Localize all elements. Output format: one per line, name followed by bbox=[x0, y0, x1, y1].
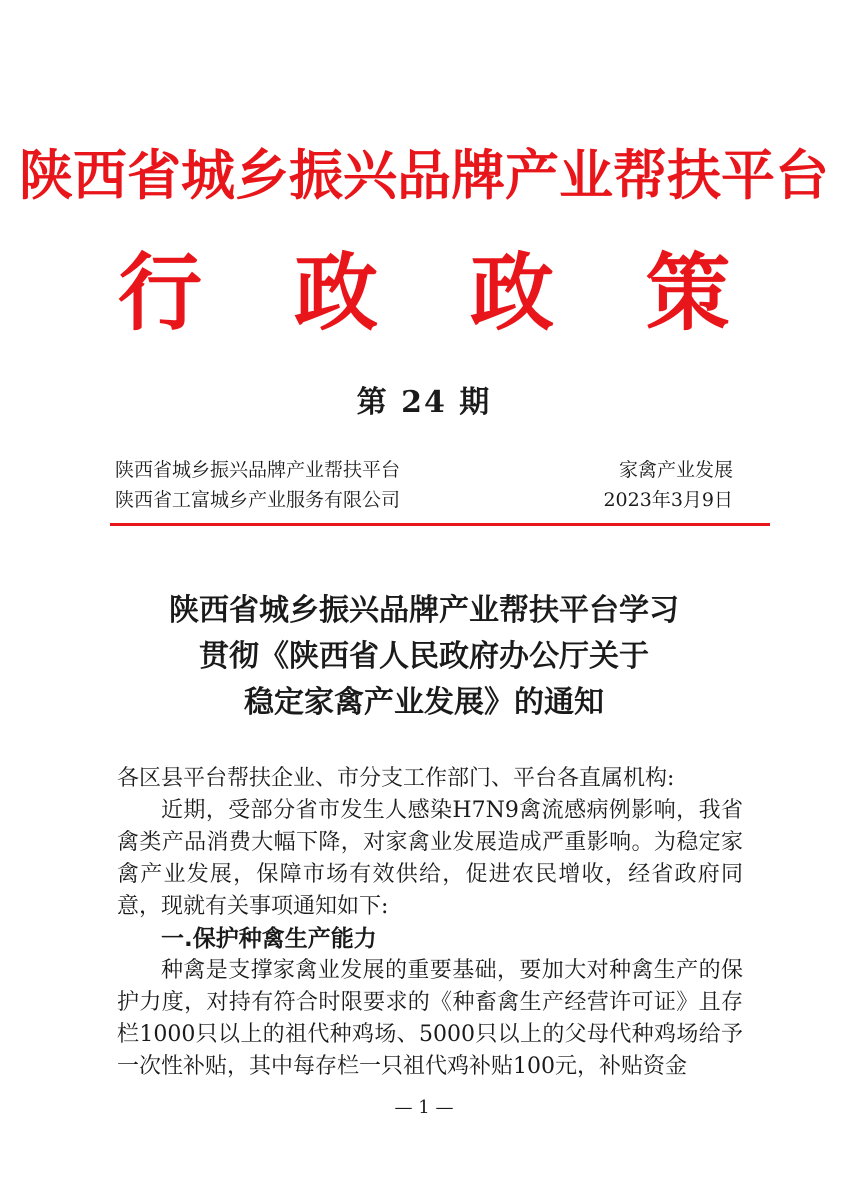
body-paragraph: 近期，受部分省市发生人感染H7N9禽流感病例影响，我省禽类产品消费大幅下降，对家禽业发展造成严重影响。为稳定家禽产业发展，保障市场有效供给，促进农民增收，经省政府同意，现就有关事项通知如下: bbox=[117, 798, 743, 919]
page-number: — 1 — bbox=[394, 1097, 454, 1118]
masthead-title bbox=[118, 243, 730, 342]
document-title-line: 贯彻《陕西省人民政府办公厅关于 bbox=[199, 639, 649, 674]
masthead-title-char: 行 bbox=[118, 243, 203, 342]
salutation: 各区县平台帮扶企业、市分支工作部门、平台各直属机构: bbox=[117, 766, 675, 791]
issuer-primary: 陕西省城乡振兴品牌产业帮扶平台 bbox=[115, 459, 401, 481]
masthead-org-name: 陕西省城乡振兴品牌产业帮扶平台 bbox=[19, 143, 829, 207]
masthead-title-char: 政 bbox=[469, 243, 554, 342]
red-divider bbox=[110, 523, 770, 526]
document-title-line: 稳定家禽产业发展》的通知 bbox=[244, 685, 604, 720]
body-paragraph: 种禽是支撑家禽业发展的重要基础，要加大对种禽生产的保护力度，对持有符合时限要求的《种畜禽生产经营许可证》且存栏1000只以上的祖代种鸡场、5000只以上的父母代种鸡场给予一次性补贴，其中每存栏一只祖代鸡补贴100元，补贴资金 bbox=[117, 958, 743, 1079]
issue-number: 第 24 期 bbox=[356, 385, 492, 420]
document-title-line: 陕西省城乡振兴品牌产业帮扶平台学习 bbox=[169, 593, 679, 628]
masthead-title-char: 策 bbox=[645, 243, 730, 342]
section-heading: 一.保护种禽生产能力 bbox=[161, 926, 377, 952]
masthead-title-char: 政 bbox=[293, 243, 378, 342]
issuer-secondary: 陕西省工富城乡产业服务有限公司 bbox=[115, 489, 401, 511]
document-title bbox=[0, 588, 848, 726]
document-date: 2023年3月9日 bbox=[603, 489, 733, 511]
document-body bbox=[117, 763, 743, 1083]
document-topic: 家禽产业发展 bbox=[618, 459, 733, 481]
